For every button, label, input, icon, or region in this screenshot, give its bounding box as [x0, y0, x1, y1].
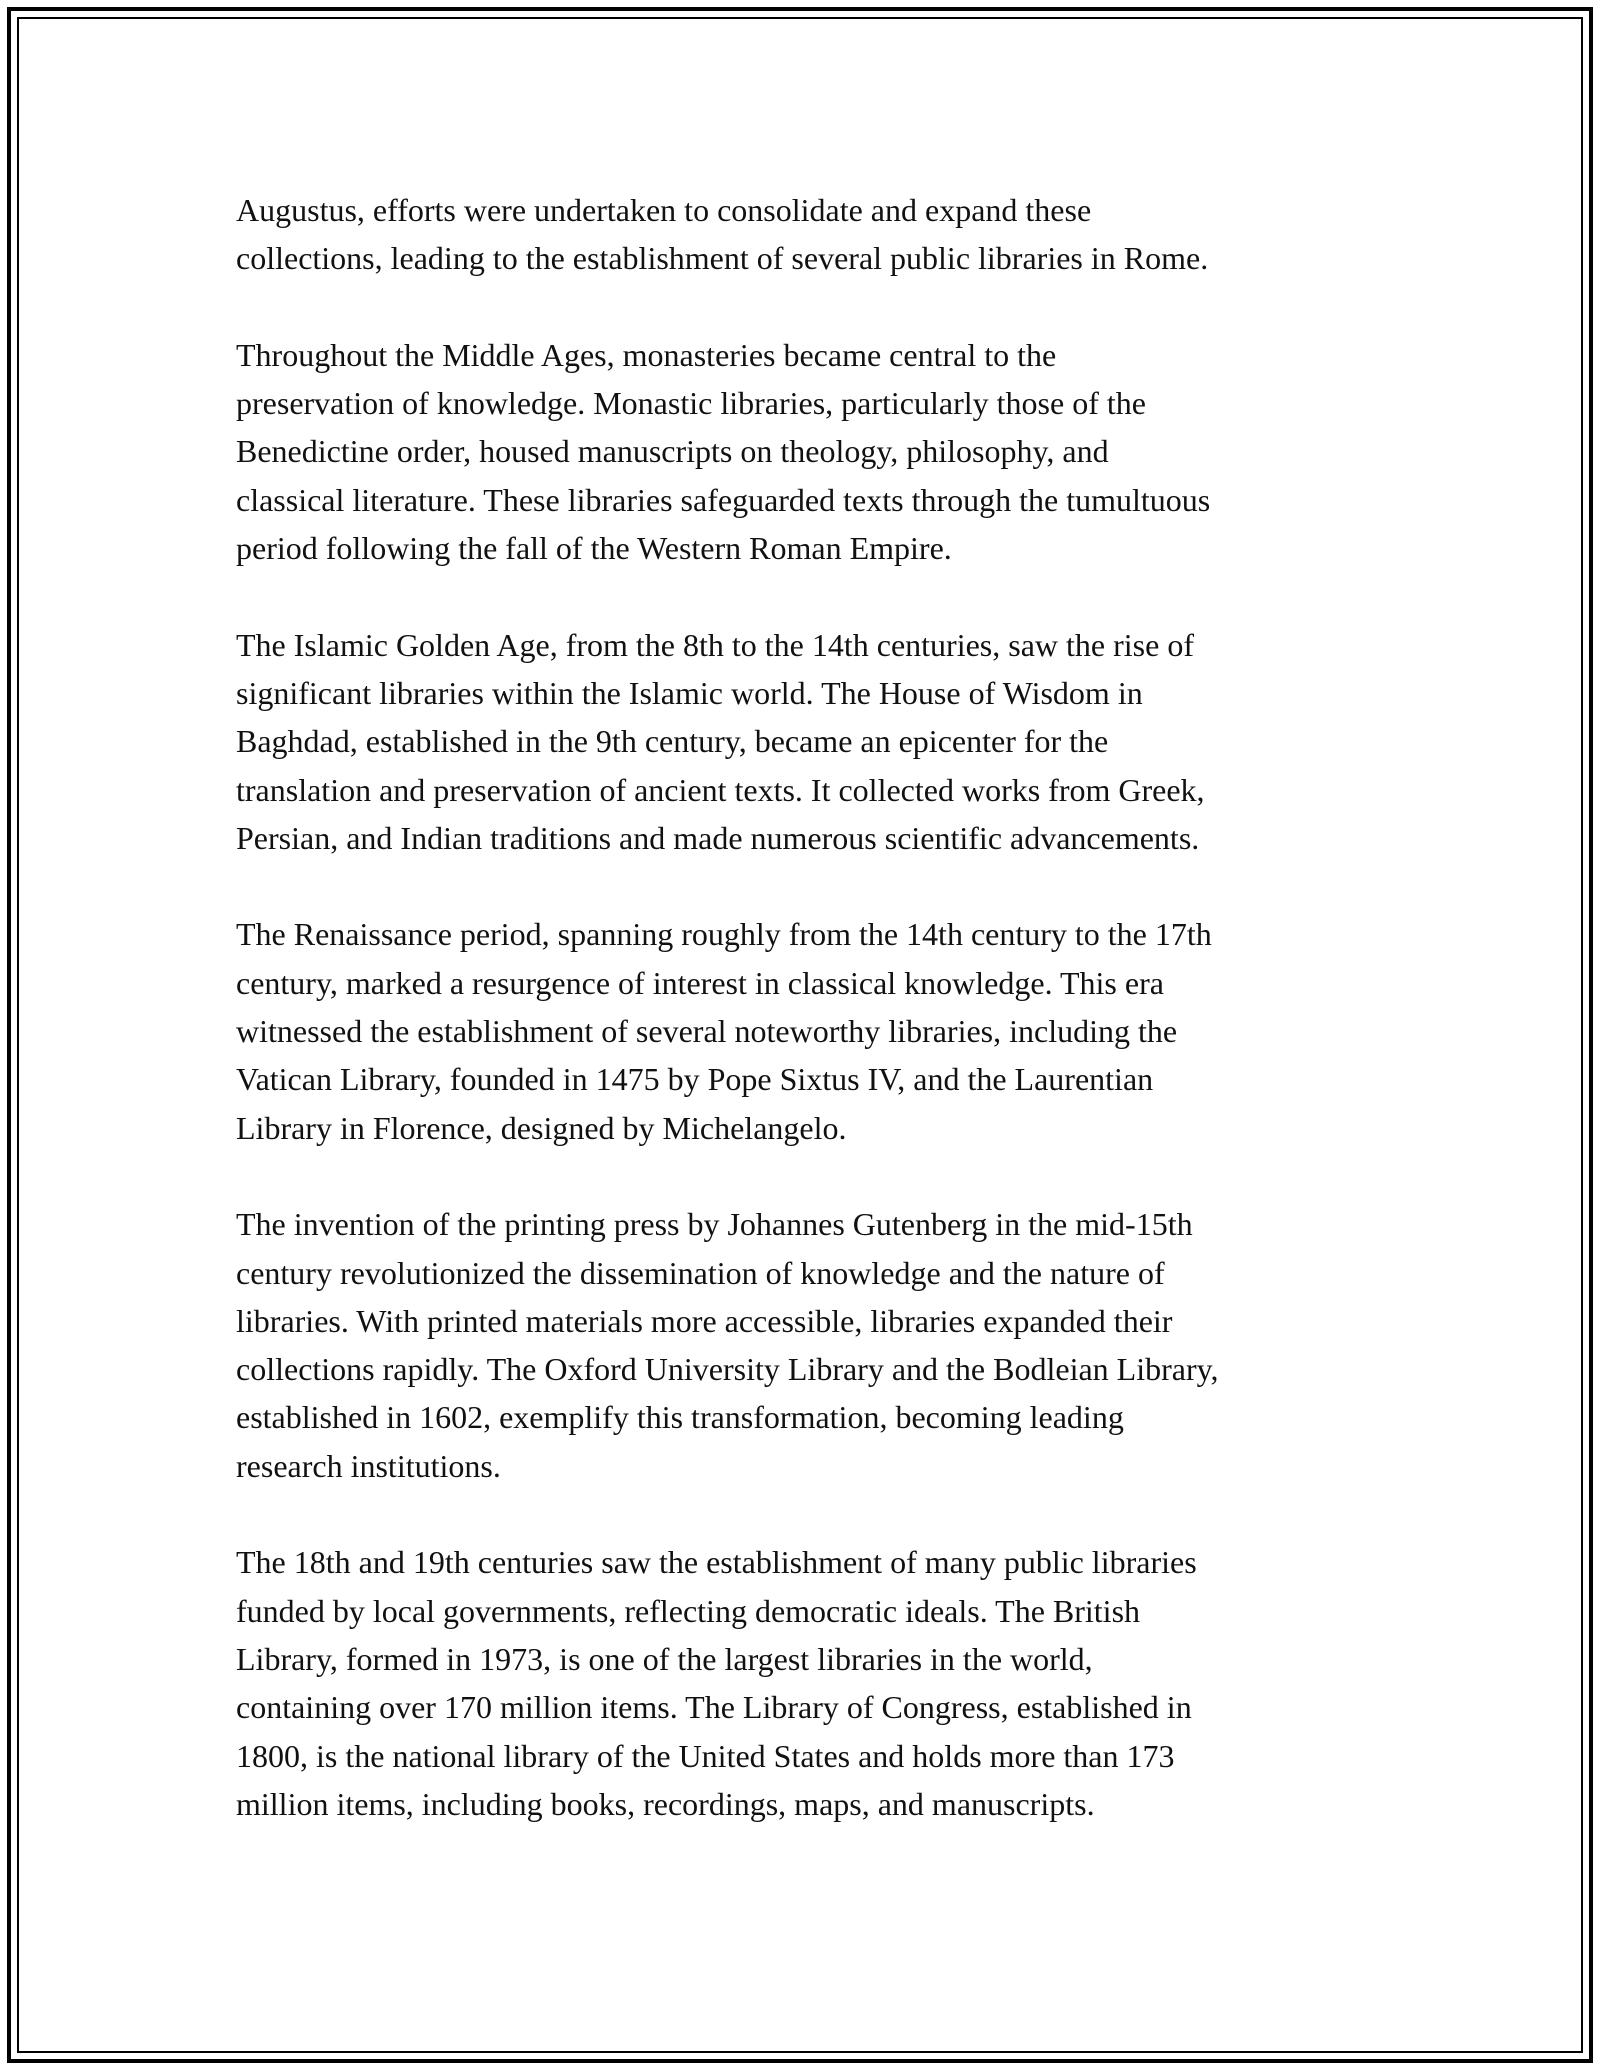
document-body: [236, 186, 1396, 1828]
paragraph-public-libraries: [236, 1538, 1396, 1828]
text-line: Baghdad, established in the 9th century, became an epicenter for the: [236, 723, 1109, 760]
text-line: preservation of knowledge. Monastic libraries, particularly those of the: [236, 385, 1146, 422]
paragraph-renaissance: [236, 910, 1396, 1151]
text-line: Throughout the Middle Ages, monasteries became central to the: [236, 336, 1057, 373]
text-line: 1800, is the national library of the United States and holds more than 173: [236, 1737, 1175, 1774]
text-line: witnessed the establishment of several noteworthy libraries, including the: [236, 1013, 1178, 1050]
paragraph-islamic-golden-age: [236, 621, 1396, 862]
text-line: funded by local governments, reflecting democratic ideals. The British: [236, 1592, 1141, 1629]
text-line: period following the fall of the Western Roman Empire.: [236, 530, 952, 567]
text-line: translation and preservation of ancient texts. It collected works from Greek,: [236, 771, 1205, 808]
text-line: research institutions.: [236, 1447, 501, 1484]
text-line: libraries. With printed materials more accessible, libraries expanded their: [236, 1302, 1173, 1339]
paragraph-middle-ages: [236, 331, 1396, 572]
text-line: The Islamic Golden Age, from the 8th to the 14th centuries, saw the rise of: [236, 626, 1194, 663]
text-line: million items, including books, recordings, maps, and manuscripts.: [236, 1785, 1095, 1822]
text-line: Library in Florence, designed by Michelangelo.: [236, 1109, 847, 1146]
text-line: Vatican Library, founded in 1475 by Pope Sixtus IV, and the Laurentian: [236, 1061, 1154, 1098]
text-line: classical literature. These libraries safeguarded texts through the tumultuous: [236, 481, 1211, 518]
paragraph-printing-press: [236, 1200, 1396, 1490]
text-line: century revolutionized the dissemination of knowledge and the nature of: [236, 1254, 1165, 1291]
text-line: Persian, and Indian traditions and made numerous scientific advancements.: [236, 819, 1200, 856]
text-line: Augustus, efforts were undertaken to consolidate and expand these: [236, 192, 1092, 228]
text-line: The 18th and 19th centuries saw the establishment of many public libraries: [236, 1544, 1197, 1581]
text-line: century, marked a resurgence of interest in classical knowledge. This era: [236, 964, 1164, 1001]
paragraph-augustus: [236, 186, 1396, 283]
text-line: collections rapidly. The Oxford University Library and the Bodleian Library,: [236, 1351, 1219, 1388]
text-line: established in 1602, exemplify this transformation, becoming leading: [236, 1399, 1124, 1436]
text-line: Library, formed in 1973, is one of the largest libraries in the world,: [236, 1640, 1093, 1677]
text-line: collections, leading to the establishment of several public libraries in Rome.: [236, 240, 1209, 277]
text-line: significant libraries within the Islamic world. The House of Wisdom in: [236, 674, 1143, 711]
text-line: Benedictine order, housed manuscripts on theology, philosophy, and: [236, 433, 1109, 470]
text-line: containing over 170 million items. The Library of Congress, established in: [236, 1689, 1192, 1726]
text-line: The invention of the printing press by Johannes Gutenberg in the mid-15th: [236, 1206, 1193, 1243]
text-line: The Renaissance period, spanning roughly from the 14th century to the 17th: [236, 916, 1212, 953]
